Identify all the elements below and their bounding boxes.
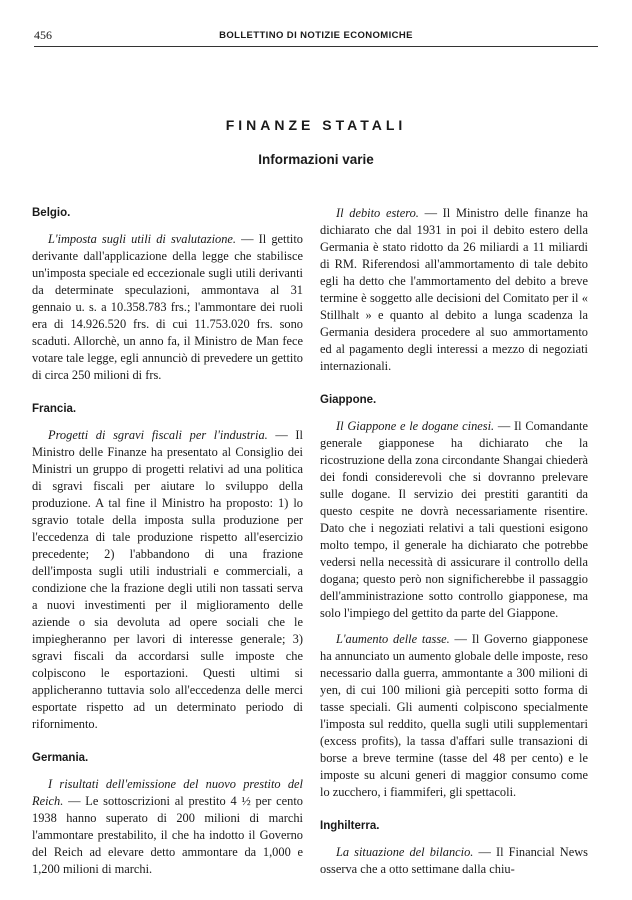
paragraph-text: — Il gettito derivante dall'applicazione della legge che stabilisce un'imposta speciale ed eccezionale sugli utili derivanti da determinate speculazioni, ammontava al 31 gennaio u. s. a 10.358.783 frs.; l'ammontare dei ruoli era di 14.926.520 frs. di cui 11.753.020 frs. sono scaduti. Allorchè, un anno fa, il Ministro de Man fece votare tale legge, egli annunciò di prevedere un gettito di circa 250 milioni di frs. bbox=[32, 232, 303, 382]
paragraph-inghilterra bbox=[320, 844, 588, 878]
paragraph-francia bbox=[32, 427, 303, 733]
paragraph-lead: Il Giappone e le dogane cinesi. bbox=[336, 419, 495, 433]
running-title: BOLLETTINO DI NOTIZIE ECONOMICHE bbox=[219, 30, 413, 41]
paragraph-lead: Il debito estero. bbox=[336, 206, 419, 220]
paragraph-lead: Progetti di sgravi fiscali per l'industria. bbox=[48, 428, 268, 442]
paragraph-germania bbox=[32, 776, 303, 878]
right-column bbox=[320, 205, 588, 895]
paragraph-lead: L'aumento delle tasse. bbox=[336, 632, 450, 646]
paragraph-giappone-tasse bbox=[320, 631, 588, 801]
section-heading-francia: Francia. bbox=[32, 403, 77, 415]
paragraph-text: — Il Ministro delle Finanze ha presentato al Consiglio dei Ministri un gruppo di progetti relativi ad una politica di sgravi fiscali per aiutare lo sviluppo della produzione. A tal fine il Ministro ha proposto: 1) lo sgravio totale della imposta sulla produzione per l'eccedenza di tale produzione rispetto all'esercizio precedente; 2) l'abbandono di una frazione dell'imposta sugli utili industriali e commerciali, a condizione che la frazione degli utili non tassati serva a nuovi investimenti per il miglioramento delle aziende o sia devoluta ad opere sociali che le impiegheranno per lavori di interesse generale; 3) sgravi fiscali da accordarsi sulle imposte che colpiscono le esportazioni. Questi ultimi si applicheranno tuttavia solo all'eccedenza delle merci esportate rispetto ad un determinato periodo di rifornimento. bbox=[32, 428, 304, 731]
section-heading-giappone: Giappone. bbox=[320, 394, 377, 406]
paragraph-debito-estero bbox=[320, 205, 588, 375]
article-subtitle: Informazioni varie bbox=[258, 152, 374, 167]
paragraph-belgio bbox=[32, 231, 303, 384]
paragraph-text: — Il Financial News osserva che a otto settimane dalla chiu- bbox=[320, 845, 588, 876]
paragraph-lead: La situazione del bilancio. bbox=[336, 845, 474, 859]
paragraph-text: — Le sottoscrizioni al prestito 4 ½ per cento 1938 hanno superato di 200 milioni di marchi l'ammontare prestabilito, il che ha indotto il Governo del Reich ad elevare detto ammontare da 1,000 e 1,200 milioni di marchi. bbox=[32, 794, 303, 876]
section-heading-belgio: Belgio. bbox=[32, 207, 71, 219]
section-heading-germania: Germania. bbox=[32, 752, 89, 764]
paragraph-text: — Il Governo giapponese ha annunciato un aumento globale delle imposte, reso necessario dalla guerra, ammontante a 300 milioni di yen, di cui 100 milioni già percepiti sotto forma di tasse speciali. Gli aumenti colpiscono specialmente l'imposta sul reddito, quella sugli utili supplementari (excess profits), la tassa d'affari sulle transazioni di borse a breve termine (tasse del 48 per cento) e le imposte su alcuni generi di maggior consumo come lo zucchero, i fiammiferi, gli spettacoli. bbox=[320, 632, 588, 799]
paragraph-lead: I risultati dell'emissione del nuovo prestito del Reich. bbox=[32, 777, 303, 808]
paragraph-giappone-dogane bbox=[320, 418, 588, 622]
page-number: 456 bbox=[34, 28, 52, 42]
section-heading-inghilterra: Inghilterra. bbox=[320, 820, 380, 832]
paragraph-text: — Il Comandante generale giapponese ha dichiarato che la ricostruzione della zona circondante Shangai chiederà dei fondi considerevoli che si dovranno prelevare sulle dogane. Il servizio dei prestiti garantiti da questo cespite ne dovrà necessariamente risentire. Dato che i negoziati relativi a tali questioni esigono molto tempo, il generale ha dichiarato che potrebbe vedersi nella necessità di assicurare il controllo della dogana; questo però non significherebbe il passaggio dell'amministrazione sotto controllo giapponese, ma solo l'impiego del gettito da parte del Giappone. bbox=[320, 419, 588, 620]
left-column bbox=[32, 205, 303, 895]
paragraph-lead: L'imposta sugli utili di svalutazione. bbox=[48, 232, 237, 246]
page-header bbox=[34, 28, 598, 47]
article-title: FINANZE STATALI bbox=[225, 117, 407, 133]
paragraph-text: — Il Ministro delle finanze ha dichiarato che dal 1931 in poi il debito estero della Germania è stato ridotto da 26 miliardi a 11 miliardi di RM. Riferendosi all'ammortamento di tale debito egli ha detto che l'ammortamento del debito a breve termine è soggetto alle decisioni del Comitato per il « Stillhalt » e quanto al debito a lunga scadenza la Germania desidera procedere al suo ammortamento ed al pagamento degli interessi a mezzo di negoziati internazionali. bbox=[320, 206, 588, 373]
